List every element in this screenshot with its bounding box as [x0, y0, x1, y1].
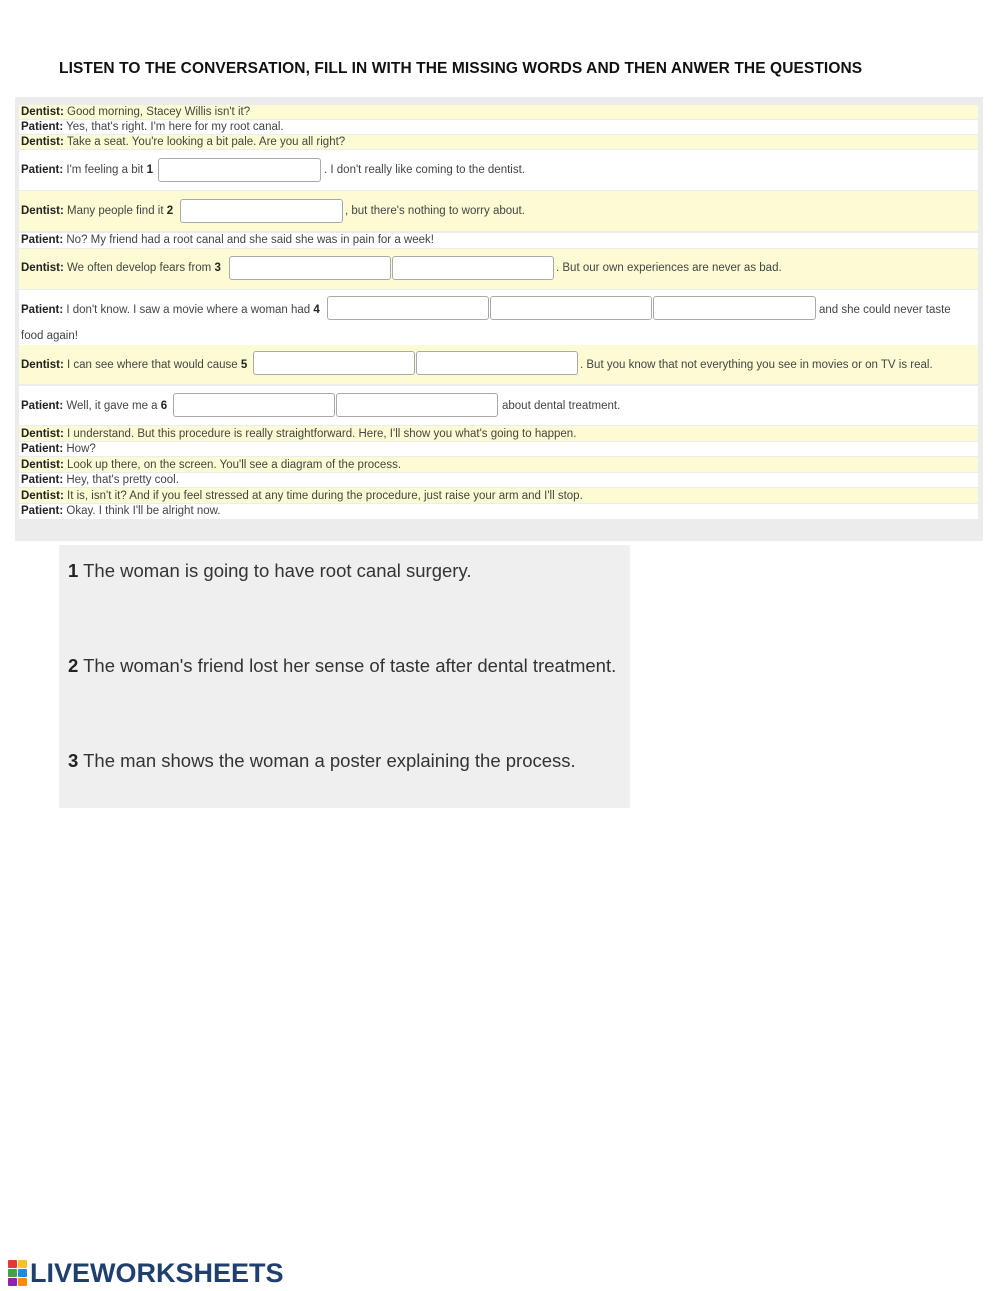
dialogue-line — [19, 504, 978, 519]
dialogue-line — [19, 120, 978, 134]
line-text: . But our own experiences are never as bad. — [556, 262, 782, 274]
speaker-label: Patient: — [21, 443, 64, 455]
line-text: and she could never taste — [819, 304, 951, 316]
dialogue-line — [19, 345, 978, 384]
line-text: Look up there, on the screen. You'll see a diagram of the process. — [67, 459, 402, 471]
answer-input-4b[interactable] — [490, 296, 652, 320]
dialogue-line — [19, 473, 978, 487]
blank-number: 1 — [146, 164, 153, 176]
speaker-label: Dentist: — [21, 428, 64, 440]
line-text: . But you know that not everything you see in movies or on TV is real. — [580, 359, 933, 371]
speaker-label: Patient: — [21, 304, 64, 316]
dialogue-line — [19, 135, 978, 149]
question-text: The woman is going to have root canal surgery. — [83, 560, 472, 581]
answer-input-5a[interactable] — [253, 351, 415, 375]
dialogue-line — [19, 426, 978, 441]
answer-input-2[interactable] — [180, 199, 343, 223]
liveworksheets-logo — [8, 1259, 284, 1287]
line-text: about dental treatment. — [502, 400, 621, 412]
line-text: Well, it gave me a — [66, 400, 158, 412]
question-2[interactable] — [68, 655, 616, 677]
speaker-label: Dentist: — [21, 459, 64, 471]
questions-box — [59, 545, 630, 808]
line-text: It is, isn't it? And if you feel stressed at any time during the procedure, just raise your arm and I'll stop. — [67, 490, 583, 502]
line-text: , but there's nothing to worry about. — [345, 205, 525, 217]
dialogue-line — [19, 457, 978, 472]
answer-input-3a[interactable] — [229, 256, 391, 280]
speaker-label: Patient: — [21, 474, 64, 486]
question-text: The man shows the woman a poster explaining the process. — [83, 750, 576, 771]
line-text: Okay. I think I'll be alright now. — [66, 505, 221, 517]
blank-number: 4 — [313, 304, 320, 316]
answer-input-6b[interactable] — [336, 393, 498, 417]
blank-number: 5 — [240, 359, 248, 371]
dialogue-line — [19, 488, 978, 503]
dialogue-line — [19, 386, 978, 425]
speaker-label: Patient: — [21, 121, 64, 133]
line-text: Hey, that's pretty cool. — [66, 474, 179, 486]
answer-input-1[interactable] — [158, 158, 321, 182]
question-3[interactable] — [68, 750, 576, 772]
question-number: 3 — [68, 750, 79, 771]
speaker-label: Dentist: — [21, 136, 64, 148]
logo-text: LIVEWORKSHEETS — [30, 1257, 284, 1288]
line-text: We often develop fears from — [67, 262, 212, 274]
logo-cube-icon — [8, 1260, 27, 1286]
line-text: Take a seat. You're looking a bit pale. Are you all right? — [66, 136, 346, 148]
line-text: . I don't really like coming to the dentist. — [324, 164, 525, 176]
dialogue-line — [19, 105, 978, 119]
page-title: LISTEN TO THE CONVERSATION, FILL IN WITH THE MISSING WORDS AND THEN ANWER THE QUESTIONS — [59, 60, 863, 77]
question-1[interactable] — [68, 560, 471, 582]
dialogue-line — [19, 150, 978, 190]
answer-input-5b[interactable] — [416, 351, 578, 375]
answer-input-3b[interactable] — [392, 256, 554, 280]
speaker-label: Patient: — [21, 400, 64, 412]
line-text: Many people find it — [67, 205, 164, 217]
speaker-label: Patient: — [21, 505, 64, 517]
answer-input-6a[interactable] — [173, 393, 335, 417]
dialogue-line — [19, 233, 978, 248]
dialogue-line — [19, 290, 978, 348]
speaker-label: Dentist: — [21, 106, 64, 118]
line-text: I understand. But this procedure is really straightforward. Here, I'll show you what's going to happen. — [67, 428, 577, 440]
speaker-label: Dentist: — [21, 262, 64, 274]
speaker-label: Patient: — [21, 234, 64, 246]
dialogue-line — [19, 249, 978, 289]
speaker-label: Dentist: — [21, 205, 64, 217]
line-text: No? My friend had a root canal and she said she was in pain for a week! — [66, 234, 434, 246]
line-text: I don't know. I saw a movie where a woman had — [66, 304, 311, 316]
line-text: Yes, that's right. I'm here for my root canal. — [66, 121, 284, 133]
line-text: I'm feeling a bit — [66, 164, 144, 176]
line-text: How? — [66, 443, 96, 455]
blank-number: 6 — [160, 400, 168, 412]
question-text: The woman's friend lost her sense of taste after dental treatment. — [83, 655, 617, 676]
dialogue-line — [19, 191, 978, 231]
question-number: 2 — [68, 655, 79, 676]
line-text: I can see where that would cause — [67, 359, 238, 371]
dialogue-line — [19, 442, 978, 456]
speaker-label: Patient: — [21, 164, 64, 176]
line-text: food again! — [21, 330, 78, 342]
speaker-label: Dentist: — [21, 359, 64, 371]
blank-number: 2 — [166, 205, 174, 217]
answer-input-4a[interactable] — [327, 296, 489, 320]
blank-number: 3 — [214, 262, 221, 274]
line-text: Good morning, Stacey Willis isn't it? — [67, 106, 251, 118]
answer-input-4c[interactable] — [653, 296, 816, 320]
speaker-label: Dentist: — [21, 490, 64, 502]
question-number: 1 — [68, 560, 79, 581]
